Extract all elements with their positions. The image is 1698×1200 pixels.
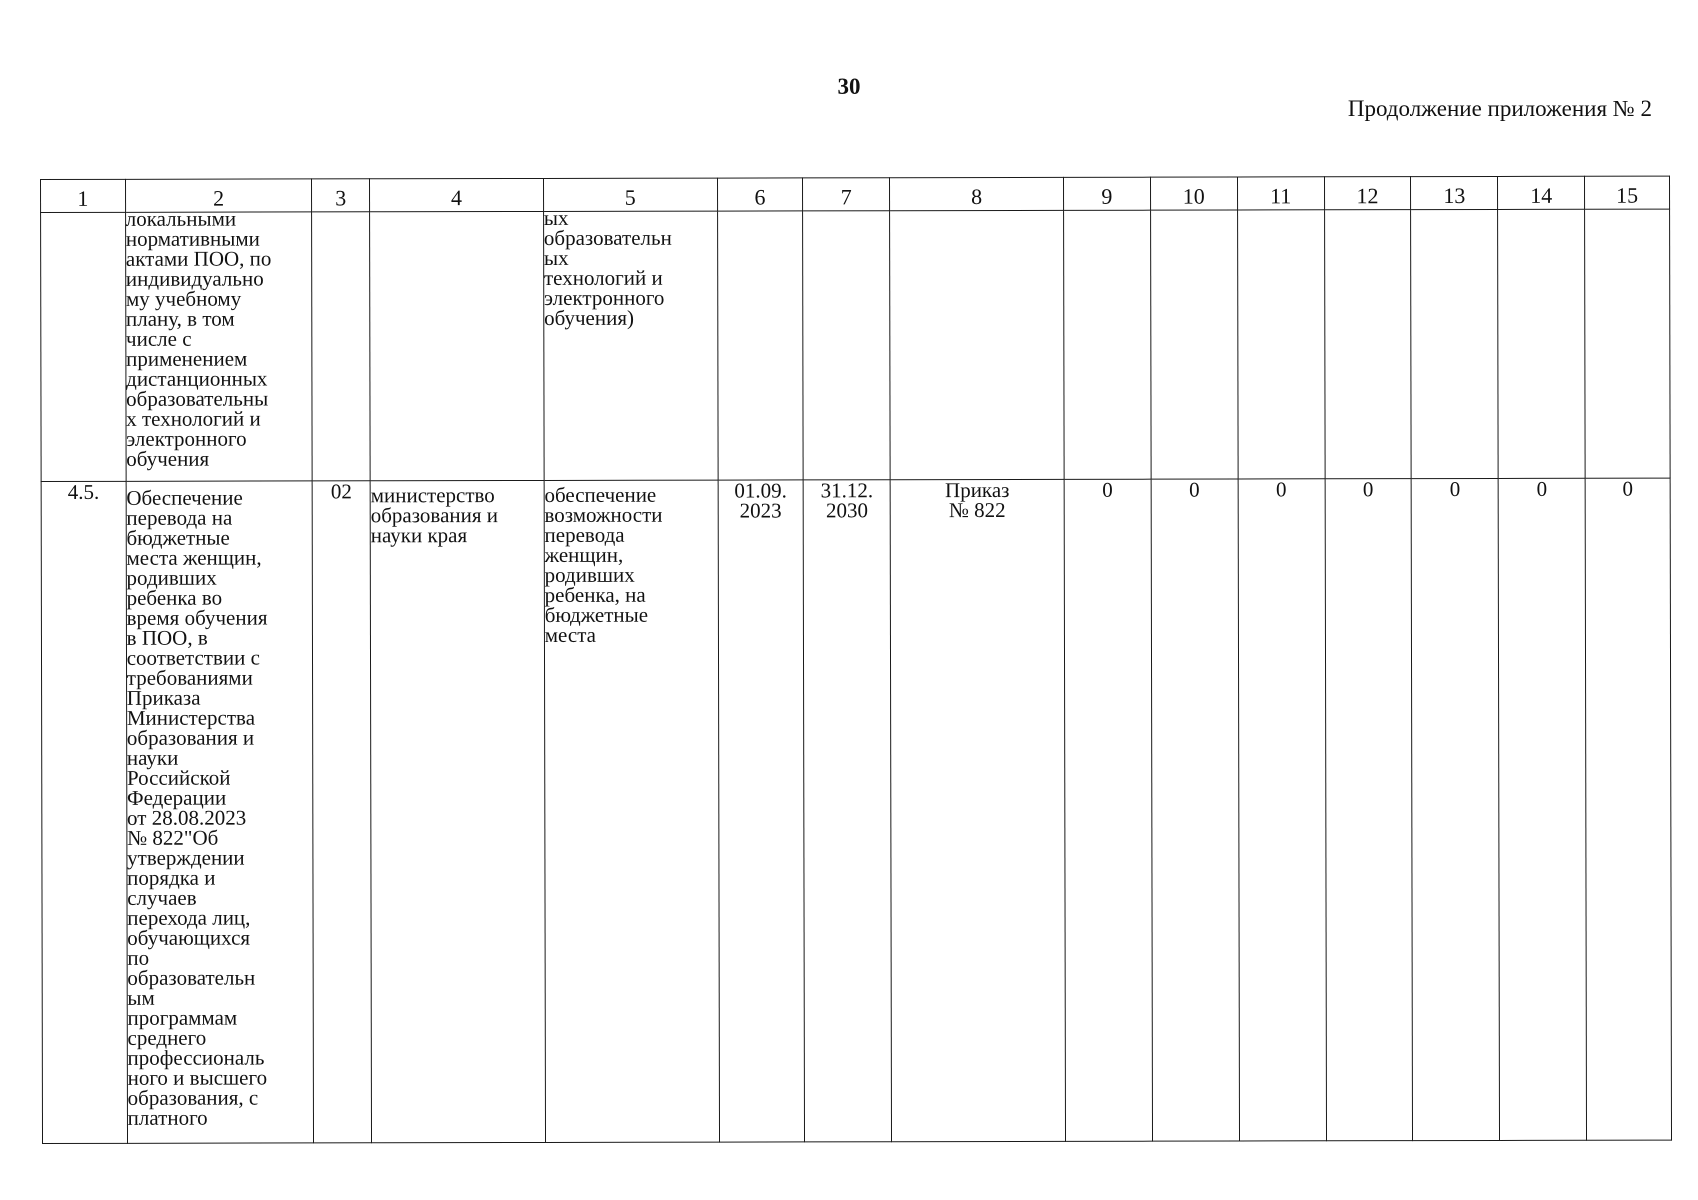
column-number: 8 bbox=[890, 177, 1064, 210]
value-cell: 0 bbox=[1151, 479, 1239, 1141]
code-cell bbox=[312, 212, 370, 481]
column-number: 4 bbox=[370, 178, 544, 211]
column-number: 10 bbox=[1150, 177, 1237, 210]
column-number: 2 bbox=[125, 179, 312, 212]
appendix-label: Продолжение приложения № 2 bbox=[1347, 96, 1652, 121]
expected-result-cell bbox=[543, 205, 717, 480]
responsible-cell bbox=[370, 480, 545, 1142]
value-cell bbox=[1324, 210, 1411, 479]
value-cell: 0 bbox=[1585, 478, 1671, 1140]
activity-name-cell bbox=[125, 206, 312, 481]
value-cell bbox=[1498, 209, 1585, 478]
expected-result-text: обеспечение возможности перевода женщин, родивших ребенка, на бюджетные места bbox=[544, 482, 663, 647]
column-number: 13 bbox=[1411, 176, 1498, 209]
value-cell: 0 bbox=[1064, 479, 1152, 1141]
column-number: 1 bbox=[41, 179, 126, 212]
activity-name-cell bbox=[126, 481, 314, 1143]
end-date-text: 31.12. 2030 bbox=[820, 478, 874, 523]
value-cell: 0 bbox=[1238, 479, 1326, 1141]
item-number-cell: 4.5. bbox=[41, 481, 127, 1143]
column-number: 3 bbox=[312, 179, 370, 212]
value-cell bbox=[1411, 209, 1498, 478]
column-number: 5 bbox=[543, 178, 717, 211]
item-number-cell bbox=[41, 212, 126, 481]
column-number: 15 bbox=[1585, 176, 1670, 209]
table-row bbox=[41, 478, 1671, 1143]
column-number: 7 bbox=[803, 178, 890, 211]
column-number: 14 bbox=[1498, 176, 1585, 209]
column-number: 11 bbox=[1237, 177, 1324, 210]
expected-result-text: ых образовательн ых технологий и электронного обучения) bbox=[543, 205, 672, 330]
basis-document-cell bbox=[890, 210, 1064, 479]
activity-name-text: локальными нормативными актами ПОО, по индивидуально му учебному плану, в том числе с применением дистанционных образовательны х технологий и электронного обучения bbox=[125, 206, 272, 471]
basis-document-text: Приказ № 822 bbox=[944, 477, 1010, 523]
expected-result-cell bbox=[544, 480, 719, 1142]
basis-document-cell bbox=[890, 479, 1065, 1141]
column-number: 6 bbox=[717, 178, 803, 211]
start-date-cell bbox=[718, 480, 805, 1142]
value-cell bbox=[1150, 210, 1237, 479]
value-cell bbox=[1064, 210, 1151, 479]
start-date-text: 01.09. 2023 bbox=[734, 478, 787, 523]
column-number-header-row bbox=[41, 176, 1670, 212]
value-cell bbox=[1237, 210, 1324, 479]
value-cell bbox=[1585, 209, 1670, 478]
end-date-cell bbox=[803, 480, 891, 1142]
start-date-cell bbox=[717, 211, 803, 480]
page-number: 30 bbox=[837, 74, 861, 99]
table-row bbox=[41, 209, 1671, 481]
column-number: 9 bbox=[1063, 177, 1150, 210]
activity-name-text: Обеспечение перевода на бюджетные места женщин, родивших ребенка во время обучения в ПОО, в соответствии с требованиями Приказа Министерства образования и науки Российской Федерации от 28.08.2023 № 822"Об утверждении порядка и случаев перехода лиц, обучающихся по образовательн ым программам среднего профессиональ ного и высшего образования, с платного bbox=[126, 485, 268, 1130]
value-cell: 0 bbox=[1498, 478, 1586, 1140]
plan-table bbox=[40, 176, 1672, 1144]
responsible-text: министерство образования и науки края bbox=[370, 483, 499, 548]
value-cell: 0 bbox=[1325, 479, 1413, 1141]
value-cell: 0 bbox=[1412, 478, 1500, 1140]
column-number: 12 bbox=[1324, 177, 1411, 210]
code-cell: 02 bbox=[313, 481, 372, 1143]
responsible-cell bbox=[370, 211, 544, 480]
end-date-cell bbox=[803, 211, 890, 480]
